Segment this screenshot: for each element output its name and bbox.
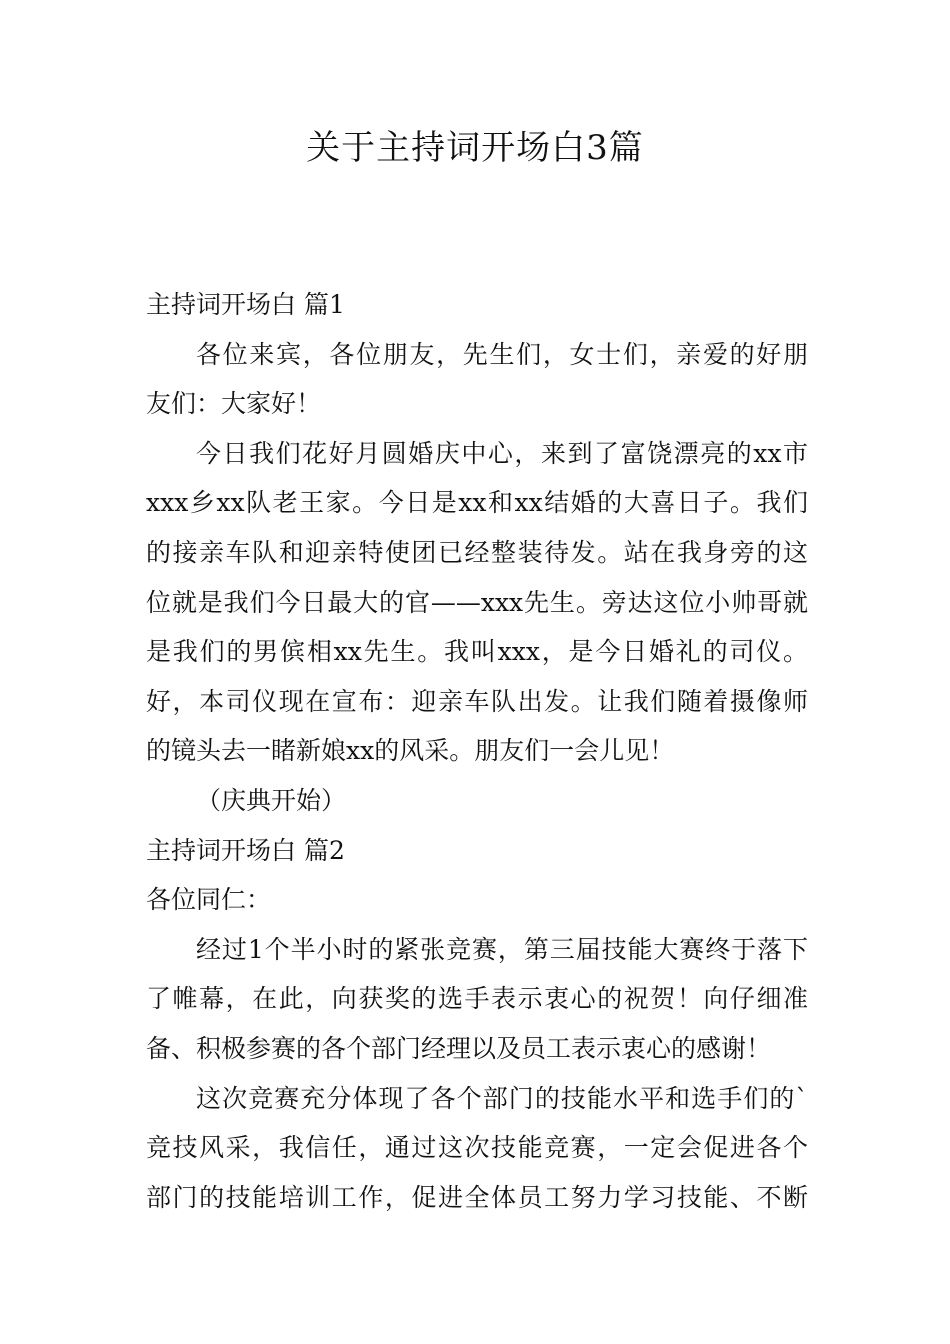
text-line: 各位来宾，各位朋友，先生们，女士们，亲爱的好朋: [196, 339, 808, 369]
text-line: 今日我们花好月圆婚庆中心，来到了富饶漂亮的xx市: [196, 438, 808, 468]
text-line: 友们：大家好！: [146, 389, 322, 419]
text-line: 经过1个半小时的紧张竞赛，第三届技能大赛终于落下: [196, 934, 808, 964]
text-line: 竞技风采，我信任，通过这次技能竞赛，一定会促进各个: [146, 1133, 808, 1163]
text-line: 的镜头去一睹新娘xx的风采。朋友们一会儿见！: [146, 736, 675, 766]
text-line: 主持词开场白 篇2: [146, 835, 345, 865]
text-line: （庆典开始）: [196, 785, 347, 815]
text-line: 是我们的男傧相xx先生。我叫xxx，是今日婚礼的司仪。: [146, 637, 808, 667]
text-line: 位就是我们今日最大的官——xxx先生。旁达这位小帅哥就: [146, 587, 808, 617]
text-line: 主持词开场白 篇1: [146, 290, 345, 319]
document-body: [146, 280, 808, 1222]
text-line: 这次竞赛充分体现了各个部门的技能水平和选手们的`: [196, 1083, 808, 1113]
text-line: xxx乡xx队老王家。今日是xx和xx结婚的大喜日子。我们: [146, 488, 808, 518]
page-title: 关于主持词开场白3篇: [306, 128, 644, 168]
text-line: 部门的技能培训工作，促进全体员工努力学习技能、不断: [146, 1182, 808, 1212]
text-line: 备、积极参赛的各个部门经理以及员工表示衷心的感谢！: [146, 1033, 772, 1063]
text-line: 好，本司仪现在宣布：迎亲车队出发。让我们随着摄像师: [146, 686, 808, 716]
text-line: 的接亲车队和迎亲特使团已经整装待发。站在我身旁的这: [146, 537, 808, 567]
text-line: 各位同仁：: [146, 885, 272, 915]
text-line: 了帷幕，在此，向获奖的选手表示衷心的祝贺！向仔细准: [146, 984, 808, 1014]
